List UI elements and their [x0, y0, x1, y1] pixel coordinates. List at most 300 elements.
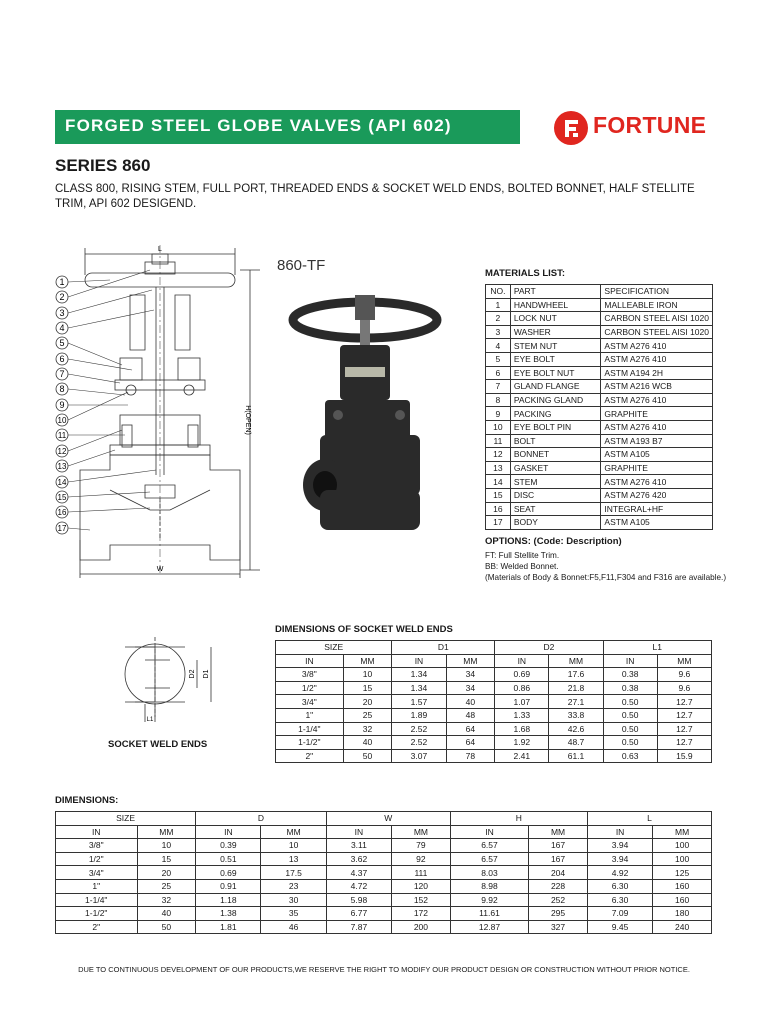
table-cell: 61.1 [549, 749, 603, 763]
table-cell: 1 [486, 298, 511, 312]
svg-text:10: 10 [57, 416, 67, 425]
table-cell: PACKING [510, 407, 601, 421]
callout-10 [56, 414, 68, 426]
table-cell: 2" [276, 749, 344, 763]
table-cell: PACKING GLAND [510, 393, 601, 407]
table-cell: ASTM A276 410 [601, 352, 713, 366]
table-cell: 8 [486, 393, 511, 407]
table-cell: 12.7 [657, 695, 711, 709]
table-cell: 228 [529, 879, 588, 893]
table-cell: 30 [261, 893, 326, 907]
table-cell: 0.63 [603, 749, 657, 763]
table-cell: 12.7 [657, 708, 711, 722]
table-cell: 167 [529, 852, 588, 866]
table-cell: 50 [343, 749, 392, 763]
table-cell: 100 [653, 852, 712, 866]
table-cell: 2 [486, 312, 511, 326]
table-cell: 1" [276, 708, 344, 722]
table-cell: 32 [137, 893, 196, 907]
materials-header-cell: PART [510, 285, 601, 299]
table-cell: ASTM A216 WCB [601, 380, 713, 394]
table-cell: 240 [653, 920, 712, 934]
socket-weld-unit-header: MM [446, 654, 495, 668]
table-cell: 4.72 [326, 879, 391, 893]
table-cell: BODY [510, 516, 601, 530]
table-cell: 35 [261, 907, 326, 921]
table-cell: 8.98 [450, 879, 528, 893]
table-cell: ASTM A276 420 [601, 488, 713, 502]
table-cell: 50 [137, 920, 196, 934]
table-cell: 40 [343, 736, 392, 750]
table-cell: BONNET [510, 448, 601, 462]
table-row [56, 907, 712, 921]
socket-weld-table [275, 640, 712, 763]
table-cell: 79 [392, 839, 451, 853]
table-row [486, 448, 713, 462]
table-cell: 10 [261, 839, 326, 853]
table-cell: 40 [137, 907, 196, 921]
fig-label-l1: L1 [146, 717, 154, 723]
table-cell: 9.45 [587, 920, 652, 934]
dimensions-group-header: SIZE [56, 812, 196, 826]
table-cell: 4.37 [326, 866, 391, 880]
callout-6 [56, 353, 68, 365]
table-cell: ASTM A276 410 [601, 393, 713, 407]
callout-7 [56, 368, 68, 380]
footer-notice: DUE TO CONTINUOUS DEVELOPMENT OF OUR PRODUCTS,WE RESERVE THE RIGHT TO MODIFY OUR PRODUCT DESIGN OR CONSTRUCTION WITHOUT PRIOR NOTICE. [78, 965, 690, 974]
table-cell: 0.50 [603, 736, 657, 750]
table-cell: 12 [486, 448, 511, 462]
svg-text:11: 11 [57, 431, 67, 440]
table-cell: 0.51 [196, 852, 261, 866]
svg-text:2: 2 [59, 292, 65, 302]
table-cell: 0.69 [495, 668, 549, 682]
dimensions-group-header: L [587, 812, 711, 826]
table-row [486, 407, 713, 421]
table-cell: 295 [529, 907, 588, 921]
socket-weld-group-header: D2 [495, 641, 603, 655]
table-cell: 42.6 [549, 722, 603, 736]
table-cell: 7.09 [587, 907, 652, 921]
table-cell: 1.68 [495, 722, 549, 736]
table-cell: 3.11 [326, 839, 391, 853]
banner-title: FORGED STEEL GLOBE VALVES (API 602) [65, 116, 452, 135]
table-cell: 4 [486, 339, 511, 353]
table-cell: 6.57 [450, 839, 528, 853]
table-cell: DISC [510, 488, 601, 502]
options-list [485, 550, 726, 583]
callout-5 [56, 337, 68, 349]
callout-1 [56, 276, 68, 288]
table-cell: 3/4" [56, 866, 138, 880]
socket-weld-group-header: L1 [603, 641, 711, 655]
table-cell: 12.87 [450, 920, 528, 934]
callout-12 [56, 445, 68, 457]
table-cell: CARBON STEEL AISI 1020 [601, 312, 713, 326]
table-cell: 6.77 [326, 907, 391, 921]
table-cell: 8.03 [450, 866, 528, 880]
materials-header-row [486, 285, 713, 299]
table-cell: GASKET [510, 461, 601, 475]
table-cell: 6.30 [587, 879, 652, 893]
table-cell: 2.41 [495, 749, 549, 763]
table-cell: 7 [486, 380, 511, 394]
table-cell: 14 [486, 475, 511, 489]
table-row [486, 366, 713, 380]
table-cell: 9.6 [657, 681, 711, 695]
table-cell: 10 [343, 668, 392, 682]
table-cell: 9 [486, 407, 511, 421]
callout-17 [56, 522, 68, 534]
table-cell: 3/8" [276, 668, 344, 682]
table-cell: SEAT [510, 502, 601, 516]
table-cell: 0.50 [603, 708, 657, 722]
socket-weld-title: DIMENSIONS OF SOCKET WELD ENDS [275, 624, 453, 635]
table-cell: 3.94 [587, 852, 652, 866]
svg-text:5: 5 [59, 338, 65, 348]
table-cell: 15.9 [657, 749, 711, 763]
table-row [56, 839, 712, 853]
table-cell: 23 [261, 879, 326, 893]
dimensions-table [55, 811, 712, 934]
table-cell: 4.92 [587, 866, 652, 880]
table-cell: 6.57 [450, 852, 528, 866]
table-cell: 34 [446, 681, 495, 695]
table-row [56, 866, 712, 880]
table-cell: 17.5 [261, 866, 326, 880]
table-cell: 200 [392, 920, 451, 934]
dimensions-unit-header: IN [450, 825, 528, 839]
svg-text:12: 12 [57, 447, 67, 456]
svg-text:16: 16 [57, 508, 67, 517]
dimensions-unit-header: IN [326, 825, 391, 839]
series-title: SERIES 860 [55, 156, 151, 175]
svg-text:14: 14 [57, 478, 67, 487]
table-cell: 20 [343, 695, 392, 709]
table-cell: 160 [653, 879, 712, 893]
table-cell: MALLEABLE IRON [601, 298, 713, 312]
table-cell: 252 [529, 893, 588, 907]
table-cell: 1.92 [495, 736, 549, 750]
dimensions-unit-header: MM [261, 825, 326, 839]
table-cell: 3/4" [276, 695, 344, 709]
table-row [56, 893, 712, 907]
table-cell: 1.33 [495, 708, 549, 722]
table-row [276, 749, 712, 763]
callout-2 [56, 291, 68, 303]
svg-text:1: 1 [59, 277, 65, 287]
socket-weld-group-header-row [276, 641, 712, 655]
table-cell: 92 [392, 852, 451, 866]
socket-weld-label: SOCKET WELD ENDS [108, 739, 208, 750]
table-row [486, 352, 713, 366]
table-cell: 6 [486, 366, 511, 380]
table-cell: ASTM A105 [601, 448, 713, 462]
table-row [56, 920, 712, 934]
table-cell: 10 [137, 839, 196, 853]
table-cell: EYE BOLT [510, 352, 601, 366]
dimensions-group-header: H [450, 812, 587, 826]
table-cell: 25 [343, 708, 392, 722]
table-cell: 1" [56, 879, 138, 893]
table-cell: 10 [486, 420, 511, 434]
table-cell: 0.50 [603, 695, 657, 709]
table-cell: 11.61 [450, 907, 528, 921]
table-row [276, 708, 712, 722]
callout-14 [56, 476, 68, 488]
table-cell: ASTM A105 [601, 516, 713, 530]
fig-label-d1: D1 [203, 669, 210, 679]
dimensions-group-header: D [196, 812, 327, 826]
table-cell: 1.57 [392, 695, 446, 709]
table-cell: ASTM A276 410 [601, 420, 713, 434]
table-row [276, 681, 712, 695]
table-row [486, 380, 713, 394]
callout-11 [56, 429, 68, 441]
table-cell: 1.38 [196, 907, 261, 921]
table-cell: 64 [446, 736, 495, 750]
table-cell: 20 [137, 866, 196, 880]
title-banner [55, 110, 520, 144]
svg-text:13: 13 [57, 462, 67, 471]
model-number: 860-TF [277, 257, 326, 274]
callout-8 [56, 383, 68, 395]
fortune-logo [553, 108, 723, 148]
table-cell: 1-1/2" [56, 907, 138, 921]
socket-weld-unit-header: IN [392, 654, 446, 668]
socket-weld-group-header: D1 [392, 641, 495, 655]
table-cell: 0.91 [196, 879, 261, 893]
socket-weld-unit-header: IN [495, 654, 549, 668]
table-cell: 78 [446, 749, 495, 763]
table-cell: 9.6 [657, 668, 711, 682]
table-cell: BOLT [510, 434, 601, 448]
socket-weld-unit-header: IN [276, 654, 344, 668]
table-cell: 17 [486, 516, 511, 530]
callout-3 [56, 307, 68, 319]
table-row [486, 298, 713, 312]
table-cell: 111 [392, 866, 451, 880]
socket-weld-drawing [115, 632, 235, 727]
table-cell: 12.7 [657, 722, 711, 736]
option-line: (Materials of Body & Bonnet:F5,F11,F304 and F316 are available.) [485, 573, 727, 582]
dimensions-unit-header: MM [653, 825, 712, 839]
table-cell: 46 [261, 920, 326, 934]
table-row [56, 852, 712, 866]
table-cell: GLAND FLANGE [510, 380, 601, 394]
table-cell: 120 [392, 879, 451, 893]
table-cell: 13 [261, 852, 326, 866]
table-cell: 15 [343, 681, 392, 695]
table-row [486, 475, 713, 489]
table-row [486, 325, 713, 339]
callout-4 [56, 322, 68, 334]
table-cell: 12.7 [657, 736, 711, 750]
dimensions-title: DIMENSIONS: [55, 795, 119, 806]
table-cell: 0.38 [603, 681, 657, 695]
svg-text:17: 17 [57, 524, 67, 533]
table-cell: WASHER [510, 325, 601, 339]
table-cell: 2.52 [392, 736, 446, 750]
table-cell: 1.34 [392, 681, 446, 695]
table-cell: 11 [486, 434, 511, 448]
option-line: BB: Welded Bonnet. [485, 562, 559, 571]
materials-header-cell: NO. [486, 285, 511, 299]
table-cell: 1.18 [196, 893, 261, 907]
table-cell: GRAPHITE [601, 461, 713, 475]
table-row [276, 736, 712, 750]
dim-label-l: L [158, 246, 162, 253]
table-cell: 48.7 [549, 736, 603, 750]
table-row [56, 879, 712, 893]
dimensions-unit-header: MM [529, 825, 588, 839]
table-cell: 6.30 [587, 893, 652, 907]
table-cell: 1.81 [196, 920, 261, 934]
dimensions-unit-header: IN [56, 825, 138, 839]
table-cell: 64 [446, 722, 495, 736]
callout-13 [56, 460, 68, 472]
table-cell: 1.34 [392, 668, 446, 682]
table-cell: 16 [486, 502, 511, 516]
table-row [486, 488, 713, 502]
table-row [486, 516, 713, 530]
callout-9 [56, 399, 68, 411]
option-line: FT: Full Stellite Trim. [485, 551, 560, 560]
materials-title: MATERIALS LIST: [485, 268, 566, 279]
table-cell: 160 [653, 893, 712, 907]
table-row [486, 393, 713, 407]
materials-table [485, 284, 713, 530]
table-cell: 3.94 [587, 839, 652, 853]
table-cell: 13 [486, 461, 511, 475]
table-cell: 167 [529, 839, 588, 853]
table-cell: 125 [653, 866, 712, 880]
table-cell: 0.86 [495, 681, 549, 695]
dimensions-unit-header: MM [392, 825, 451, 839]
callout-16 [56, 506, 68, 518]
table-cell: 15 [486, 488, 511, 502]
dim-label-h: H(OPEN) [244, 405, 251, 435]
dimensions-unit-header-row [56, 825, 712, 839]
socket-weld-unit-header: IN [603, 654, 657, 668]
table-cell: 1.89 [392, 708, 446, 722]
table-cell: EYE BOLT NUT [510, 366, 601, 380]
table-cell: 3.62 [326, 852, 391, 866]
svg-text:4: 4 [59, 323, 65, 333]
table-row [276, 668, 712, 682]
fig-label-d2: D2 [189, 669, 196, 679]
table-cell: ASTM A193 B7 [601, 434, 713, 448]
table-cell: 3 [486, 325, 511, 339]
table-row [276, 722, 712, 736]
table-row [486, 420, 713, 434]
dimensions-unit-header: IN [196, 825, 261, 839]
dimensions-group-header: W [326, 812, 450, 826]
table-cell: 0.69 [196, 866, 261, 880]
table-cell: GRAPHITE [601, 407, 713, 421]
valve-section-drawing [50, 240, 280, 580]
table-cell: 1.07 [495, 695, 549, 709]
series-description: CLASS 800, RISING STEM, FULL PORT, THREADED ENDS & SOCKET WELD ENDS, BOLTED BONNET, HALF STELLITE TRIM, API 602 DESIGEND. [55, 183, 695, 210]
table-cell: 48 [446, 708, 495, 722]
svg-text:6: 6 [59, 354, 65, 364]
table-cell: 204 [529, 866, 588, 880]
svg-text:9: 9 [59, 400, 65, 410]
table-cell: STEM NUT [510, 339, 601, 353]
dimensions-group-header-row [56, 812, 712, 826]
svg-text:3: 3 [59, 308, 65, 318]
table-cell: 33.8 [549, 708, 603, 722]
table-cell: 3.07 [392, 749, 446, 763]
table-cell: 1/2" [276, 681, 344, 695]
options-title: OPTIONS: (Code: Description) [485, 536, 622, 547]
table-cell: 9.92 [450, 893, 528, 907]
table-cell: 0.39 [196, 839, 261, 853]
table-cell: 2.52 [392, 722, 446, 736]
table-cell: 0.50 [603, 722, 657, 736]
table-cell: 7.87 [326, 920, 391, 934]
table-cell: 40 [446, 695, 495, 709]
table-cell: LOCK NUT [510, 312, 601, 326]
brand-name: FORTUNE [593, 112, 707, 138]
socket-weld-unit-header: MM [549, 654, 603, 668]
table-cell: INTEGRAL+HF [601, 502, 713, 516]
socket-weld-unit-header-row [276, 654, 712, 668]
table-cell: ASTM A194 2H [601, 366, 713, 380]
fortune-logo-icon [553, 110, 589, 146]
table-cell: EYE BOLT PIN [510, 420, 601, 434]
table-cell: 15 [137, 852, 196, 866]
valve-photo [280, 285, 450, 540]
table-row [486, 339, 713, 353]
table-cell: 180 [653, 907, 712, 921]
table-row [486, 434, 713, 448]
table-cell: 21.8 [549, 681, 603, 695]
svg-text:7: 7 [59, 369, 65, 379]
table-cell: 1-1/2" [276, 736, 344, 750]
table-cell: 152 [392, 893, 451, 907]
table-row [486, 312, 713, 326]
table-cell: 172 [392, 907, 451, 921]
table-cell: 34 [446, 668, 495, 682]
table-cell: 1-1/4" [56, 893, 138, 907]
table-cell: 27.1 [549, 695, 603, 709]
dimensions-unit-header: MM [137, 825, 196, 839]
svg-text:15: 15 [57, 493, 67, 502]
materials-header-cell: SPECIFICATION [601, 285, 713, 299]
table-cell: 17.6 [549, 668, 603, 682]
dim-label-w: W [156, 566, 164, 573]
callout-15 [56, 491, 68, 503]
table-cell: ASTM A276 410 [601, 339, 713, 353]
table-cell: 327 [529, 920, 588, 934]
table-cell: 100 [653, 839, 712, 853]
socket-weld-group-header: SIZE [276, 641, 392, 655]
dimensions-unit-header: IN [587, 825, 652, 839]
table-cell: STEM [510, 475, 601, 489]
table-cell: 25 [137, 879, 196, 893]
table-row [486, 502, 713, 516]
table-cell: 5.98 [326, 893, 391, 907]
table-cell: ASTM A276 410 [601, 475, 713, 489]
table-row [276, 695, 712, 709]
table-cell: 1/2" [56, 852, 138, 866]
socket-weld-unit-header: MM [343, 654, 392, 668]
table-row [486, 461, 713, 475]
table-cell: HANDWHEEL [510, 298, 601, 312]
svg-text:8: 8 [59, 384, 65, 394]
table-cell: CARBON STEEL AISI 1020 [601, 325, 713, 339]
